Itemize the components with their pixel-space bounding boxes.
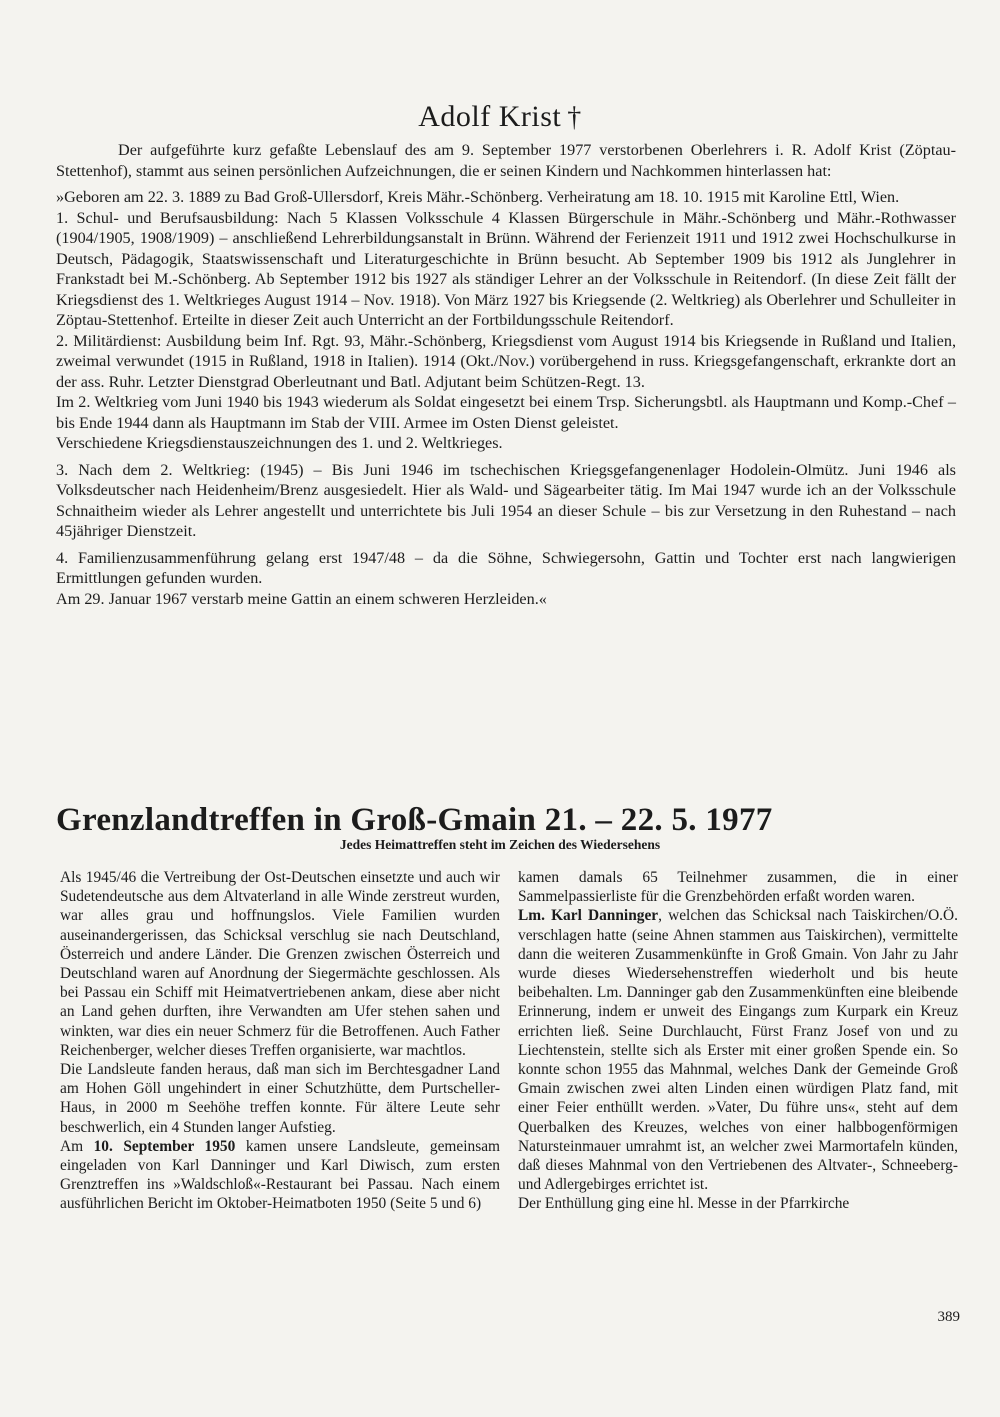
article-right-column: [518, 868, 958, 1214]
article-left-column: [60, 868, 500, 1214]
cross-icon: †: [567, 102, 582, 133]
article-subheadline: Jedes Heimattreffen steht im Zeichen des Wiedersehens: [339, 837, 661, 852]
article-paragraph: [518, 906, 958, 1194]
paragraph-rest: , welchen das Schicksal nach Taiskirchen/O.Ö. verschlagen hatte (seine Ahnen stammen aus Taiskirchen), vermittelte dann die weiteren Zusammenkünfte in Groß Gmain. Von Jahr zu Jahr wurde dieses Wiedersehenstreffen wiederholt und bis heute beibehalten. Lm. Danninger gab den Zusammenkünften eine bleibende Erinnerung, indem er unweit des Eingangs zum Kurpark ein Kreuz errichten ließ. Seine Durchlaucht, Fürst Franz Josef von und zu Liechtenstein, stellte sich als Erster mit einer großen Spende ein. So konnte schon 1955 das Mahnmal, welches Dank der Gemeinde Groß Gmain zwischen zwei alten Linden einen würdigen Platz fand, mit einer Feier enthüllt werden. »Vater, Du führe uns«, steht auf dem Querbalken des Kreuzes, welches von einer halbbogenförmigen Natursteinmauer umrahmt ist, an welcher zwei Marmortafeln künden, daß dieses Mahnmal von den Vertriebenen des Altvater-, Schneeberg- und Adlergebirges errichtet ist.: [518, 907, 958, 1194]
article-paragraph: Als 1945/46 die Vertreibung der Ost-Deutschen einsetzte und auch wir Sudetendeutsche aus dem Altvaterland in alle Winde zerstreut wurden, war alles grau und hoffnungslos. Viele Familien wurden auseinandergerissen, das Schicksal verschlug sie nach Deutschland, Österreich und andere Länder. Die Grenzen zwischen Österreich und Deutschland waren auf Anordnung der Siegermächte geschlossen. Als bei Passau ein Schiff mit Heimatvertriebenen ankam, diese aber nicht an Land gehen durften, ihre Verwandten am Ufer stehen sahen und winkten, war dies ein neuer Schmerz für die Betroffenen. Auch Father Reichenberger, welcher dieses Treffen organisierte, war machtlos.: [60, 869, 500, 1059]
bold-date: 10. September 1950: [93, 1137, 236, 1155]
paragraph-lead: Am: [60, 1137, 84, 1155]
article-paragraph: Die Landsleute fanden heraus, daß man sich im Berchtesgadner Land am Hohen Göll ungehindert in einer Schutzhütte, dem Purtscheller-Haus, in 2000 m Seehöhe treffen konnte. Für ältere Leute sehr beschwerlich, ein 4 Stunden langer Aufstieg.: [60, 1061, 500, 1136]
article-paragraph: Der Enthüllung ging eine hl. Messe in der Pfarrkirche: [518, 1195, 850, 1213]
obituary-body: [56, 140, 956, 609]
obituary-paragraph: 3. Nach dem 2. Weltkrieg: (1945) – Bis Juni 1946 im tschechischen Kriegsgefangenenlager Hodolein-Olmütz. Juni 1946 als Volksdeutscher nach Heidenheim/Brenz ausgesiedelt. Hier als Wald- und Sägearbeiter tätig. Im Mai 1947 wurde ich an der Volksschule Schnaitheim wieder als Lehrer angestellt und unterrichtete bis Juli 1954 an dieser Schule – bis zur Versetzung in den Ruhestand – nach 45jähriger Dienstzeit.: [56, 460, 956, 540]
obituary-name: Adolf Krist: [418, 100, 562, 133]
article-paragraph: [60, 1137, 500, 1214]
obituary-paragraph: 4. Familienzusammenführung gelang erst 1947/48 – da die Söhne, Schwiegersohn, Gattin und Tochter erst nach langwierigen Ermittlungen gefunden wurden.: [56, 548, 956, 587]
obituary-paragraph: Im 2. Weltkrieg vom Juni 1940 bis 1943 wiederum als Soldat eingesetzt bei einem Trsp. Sicherungsbtl. als Hauptmann und Komp.-Chef – bis Ende 1944 dann als Hauptmann im Stab der VIII. Armee im Osten Dienst geleistet.: [56, 393, 956, 432]
obituary-intro: Der aufgeführte kurz gefaßte Lebenslauf des am 9. September 1977 verstorbenen Oberlehrers i. R. Adolf Krist (Zöptau-Stettenhof), stammt aus seinen persönlichen Aufzeichnungen, die er seinen Kindern und Nachkommen hinterlassen hat:: [56, 141, 956, 180]
obituary-paragraph: »Geboren am 22. 3. 1889 zu Bad Groß-Ullersdorf, Kreis Mähr.-Schönberg. Verheiratung am 18. 10. 1915 mit Karoline Ettl, Wien.: [56, 188, 900, 206]
paragraph-rest: kamen unsere Landsleute, gemeinsam eingeladen von Karl Danninger und Karl Diwisch, zum ersten Grenztreffen ins »Waldschloß«-Restaurant bei Passau. Nach einem ausführlichen Bericht im Oktober-Heimatboten 1950 (Seite 5 und 6): [60, 1137, 500, 1213]
article-headline: Grenzlandtreffen in Groß-Gmain 21. – 22. 5. 1977: [56, 802, 773, 838]
obituary-paragraph: Verschiedene Kriegsdienstauszeichnungen des 1. und 2. Weltkrieges.: [56, 434, 503, 452]
page-number: 389: [937, 1309, 960, 1325]
obituary-paragraph: Am 29. Januar 1967 verstarb meine Gattin an einem schweren Herzleiden.«: [56, 589, 547, 608]
obituary-paragraph: 2. Militärdienst: Ausbildung beim Inf. Rgt. 93, Mähr.-Schönberg, Kriegsdienst vom August 1914 bis Kriegsende in Rußland und Italien, zweimal verwundet (1915 in Rußland, 1918 in Italien). 1914 (Okt./Nov.) vorübergehend in russ. Kriegsgefangenschaft, erkrankte dort an der ass. Ruhr. Letzter Dienstgrad Oberleutnant und Batl. Adjutant beim Schützen-Regt. 13.: [56, 331, 956, 391]
article-paragraph: kamen damals 65 Teilnehmer zusammen, die in einer Sammelpassierliste für die Grenzbehörden erfaßt worden waren.: [518, 869, 958, 906]
bold-name: Lm. Karl Danninger: [518, 907, 659, 925]
obituary-paragraph: 1. Schul- und Berufsausbildung: Nach 5 Klassen Volksschule 4 Klassen Bürgerschule in Mähr.-Schönberg und Mähr.-Rothwasser (1904/1905, 1908/1909) – anschließend Lehrerbildungsanstalt in Brünn. Während der Ferienzeit 1911 und 1912 zwei Hochschulkurse in Deutsch, Pädagogik, Staatswissenschaft und Literaturgeschichte in Brünn besucht. Ab September 1909 bis 1912 als Junglehrer in Frankstadt bei M.-Schönberg. Ab September 1912 bis 1927 als ständiger Lehrer an der Volksschule in Reitendorf. (In diese Zeit fällt der Kriegsdienst des 1. Weltkrieges August 1914 – Nov. 1918). Von März 1927 bis Kriegsende (2. Weltkrieg) als Oberlehrer und Schulleiter in Zöptau-Stettenhof. Erteilte in dieser Zeit auch Unterricht an der Fortbildungsschule Reitendorf.: [56, 208, 956, 329]
obituary-title: [0, 100, 1000, 134]
